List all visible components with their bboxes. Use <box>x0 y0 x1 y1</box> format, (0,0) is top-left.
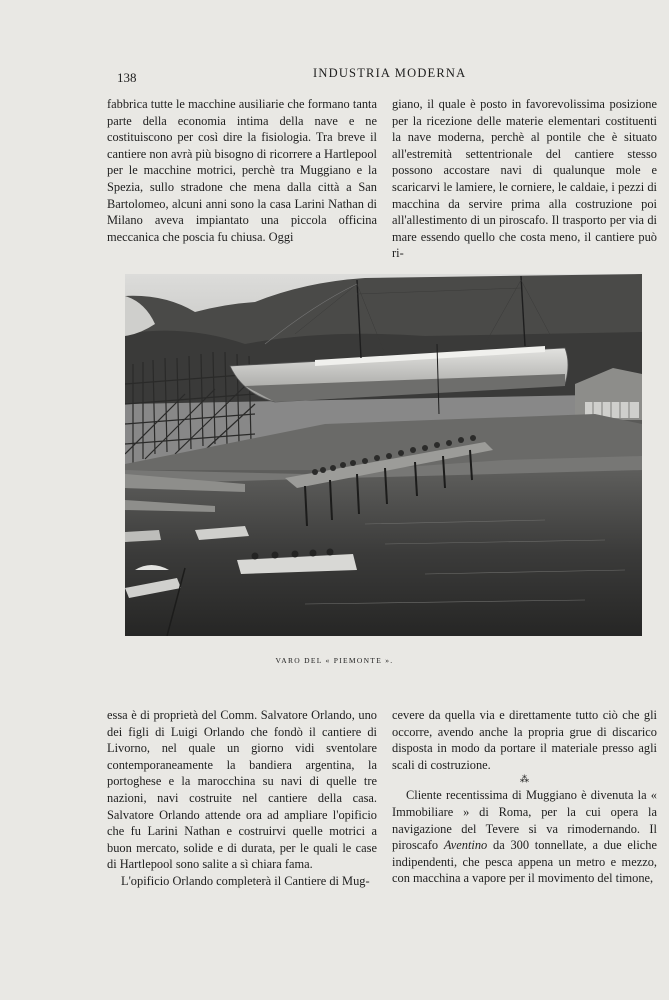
text-column-top-right <box>392 96 657 262</box>
running-head: INDUSTRIA MODERNA <box>313 66 467 80</box>
paragraph: essa è di proprietà del Comm. Salvatore Orlando, uno dei figli di Luigi Orlando che fondò il cantiere di Livorno, nel quale un giorno vidi sventolare contemporaneamente la bandiera argentina, la portoghese e la marocchina su navi di quelle tre nazioni, navi costruite nel cantiere della casa. Salvatore Orlando attende ora ad ampliare l'opificio che fu Larini Nathan e costruirvi quelle motrici a buon mercato, solide e di durata, per le quali le case di Hartlepool sono salite a sì chiara fama. <box>107 708 377 872</box>
ship-name: Aventino <box>443 838 488 853</box>
paragraph: fabbrica tutte le macchine ausiliarie che formano tanta parte della economia intima della nave e ne costituiscono per così dire la fisiologia. Tra breve il cantiere non avrà più bisogno di ricorrere a Hartlepool per le macchine motrici, perchè tra Muggiano e la Spezia, sullo stradone che mena dalla città a San Bartolomeo, alcuni anni sono la casa Larini Nathan di Milano aveva impiantato una piccola officina meccanica che poscia fu chiusa. Oggi <box>107 97 377 244</box>
text-column-bottom-right <box>392 707 657 887</box>
section-ornament: ⁂ <box>520 774 529 785</box>
figure-caption: VARO DEL « PIEMONTE ». <box>275 656 394 665</box>
page-number: 138 <box>117 70 137 85</box>
paragraph: giano, il quale è posto in favorevolissima posizione per la ricezione delle materie elementari costituenti la nave moderna, perchè al pontile che è situato all'estremità settentrionale del cantiere stesso possono accostare navi di qualunque mole e scaricarvi le lamiere, le corniere, le caldaie, i pezzi di macchina da servire prima alla costruzione poi all'allestimento di un piroscafo. Il trasporto per via di mare essendo quello che costa meno, il cantiere può ri- <box>392 97 657 261</box>
paragraph: cevere da quella via e direttamente tutto ciò che gli occorre, avendo anche la propria grue di discarico disposta in modo da portare il materiale presso agli scali di costruzione. <box>392 708 657 772</box>
paragraph: L'opificio Orlando completerà il Cantiere di Mug- <box>121 873 370 888</box>
text-column-bottom-left <box>107 707 377 890</box>
paragraph: Cliente recentissima di Muggiano è divenuta la « Immobiliare » di Roma, per la cui opera la navigazione del Tevere si va rimodernando. Il piroscafo Aventino da 300 tonnellate, a due eliche indipendenti, che pesca appena un metro e mezzo, con macchina a vapore per il movimento del timone, <box>392 788 657 886</box>
launch-photograph <box>125 274 642 636</box>
text-column-top-left <box>107 96 377 245</box>
ship-launch-image <box>125 274 642 636</box>
harbor-water <box>125 470 642 636</box>
